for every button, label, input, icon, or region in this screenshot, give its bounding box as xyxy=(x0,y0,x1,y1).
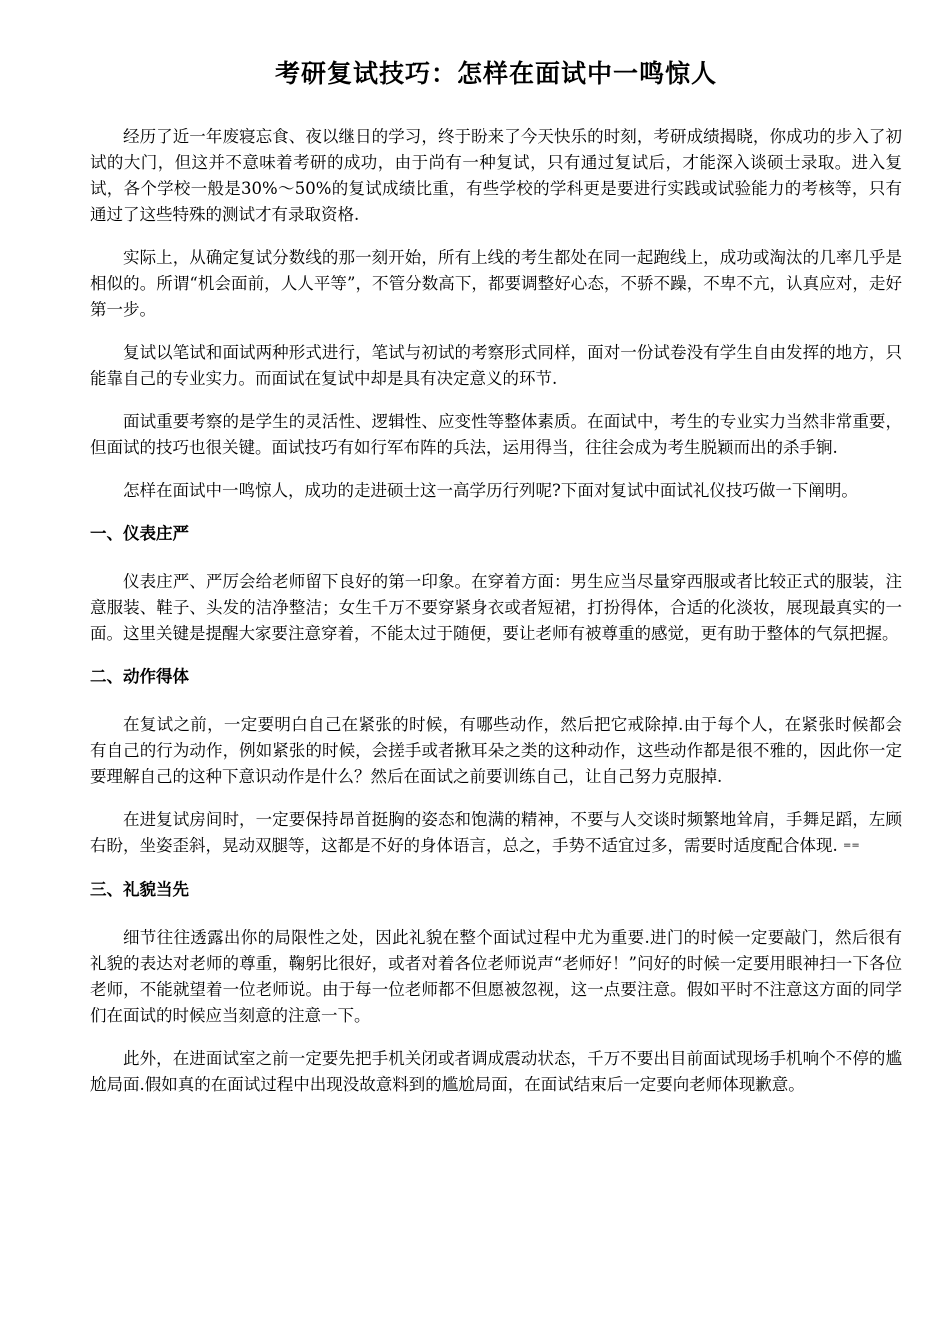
section-2-paragraph-2 xyxy=(90,807,902,860)
intro-paragraph-1: 经历了近一年废寝忘食、夜以继日的学习，终于盼来了今天快乐的时刻，考研成绩揭晓，你成功的步入了初试的大门，但这并不意味着考研的成功，由于尚有一种复试，只有通过复试后，才能深入谈硕士录取。进入复试，各个学校一般是30%～50%的复试成绩比重，有些学校的学科更是要进行实践或试验能力的考核等，只有通过了这些特殊的测试才有录取资格. xyxy=(90,127,902,224)
document-title: 考研复试技巧：怎样在面试中一鸣惊人 xyxy=(274,59,717,88)
section-3-paragraph-2: 此外，在进面试室之前一定要先把手机关闭或者调成震动状态，千万不要出目前面试现场手机响个不停的尴尬局面.假如真的在面试过程中出现没故意料到的尴尬局面，在面试结束后一定要向老师体现歉意。 xyxy=(90,1048,902,1094)
intro-paragraph-4: 面试重要考察的是学生的灵活性、逻辑性、应变性等整体素质。在面试中，考生的专业实力当然非常重要，但面试的技巧也很关键。面试技巧有如行军布阵的兵法，运用得当，往往会成为考生脱颖而出的杀手锏. xyxy=(90,412,902,457)
section-heading-courtesy: 三、礼貌当先 xyxy=(90,879,189,899)
section-heading-behavior: 二、动作得体 xyxy=(90,667,189,686)
section-heading-appearance: 一、仪表庄严 xyxy=(90,524,189,543)
section-2-paragraph-1: 在复试之前，一定要明白自己在紧张的时候，有哪些动作，然后把它戒除掉.由于每个人，在紧张时候都会有自己的行为动作，例如紧张的时候，会搓手或者揪耳朵之类的这种动作，这些动作都是很不雅的，因此你一定要理解自己的这种下意识动作是什么？然后在面试之前要训练自己，让自己努力克服掉. xyxy=(90,715,902,786)
intro-paragraph-3: 复试以笔试和面试两种形式进行，笔试与初试的考察形式同样，面对一份试卷没有学生自由发挥的地方，只能靠自己的专业实力。而面试在复试中却是具有决定意义的环节. xyxy=(90,343,902,388)
section-2-paragraph-2-text: 在进复试房间时，一定要保持昂首挺胸的姿态和饱满的精神，不要与人交谈时频繁地耸肩，手舞足蹈，左顾右盼，坐姿歪斜，晃动双腿等，这都是不好的身体语言，总之，手势不适宜过多，需要时适度配合体现. xyxy=(90,810,902,855)
section-3-paragraph-1: 细节往往透露出你的局限性之处，因此礼貌在整个面试过程中尤为重要.进门的时候一定要敲门，然后很有礼貌的表达对老师的尊重，鞠躬比很好，或者对着各位老师说声“老师好！”问好的时候一定要用眼神扫一下各位老师，不能就望着一位老师说。由于每一位老师都不但愿被忽视，这一点要注意。假如平时不注意这方面的同学们在面试的时候应当刻意的注意一下。 xyxy=(90,927,902,1025)
intro-paragraph-2: 实际上，从确定复试分数线的那一刻开始，所有上线的考生都处在同一起跑线上，成功或淘汰的几率几乎是相似的。所谓“机会面前，人人平等”，不管分数高下，都要调整好心态，不骄不躁，不卑不亢，认真应对，走好第一步。 xyxy=(90,248,902,319)
trailing-mark: == xyxy=(843,840,860,852)
intro-paragraph-5: 怎样在面试中一鸣惊人，成功的走进硕士这一高学历行列呢?下面对复试中面试礼仪技巧做一下阐明。 xyxy=(123,481,858,500)
document-page xyxy=(90,58,902,1115)
section-1-paragraph-1: 仪表庄严、严厉会给老师留下良好的第一印象。在穿着方面：男生应当尽量穿西服或者比较正式的服装，注意服装、鞋子、头发的洁净整洁；女生千万不要穿紧身衣或者短裙，打扮得体，合适的化淡妆，展现最真实的一面。这里关键是提醒大家要注意穿着，不能太过于随便，要让老师有被尊重的感觉，更有助于整体的气氛把握。 xyxy=(90,572,902,643)
